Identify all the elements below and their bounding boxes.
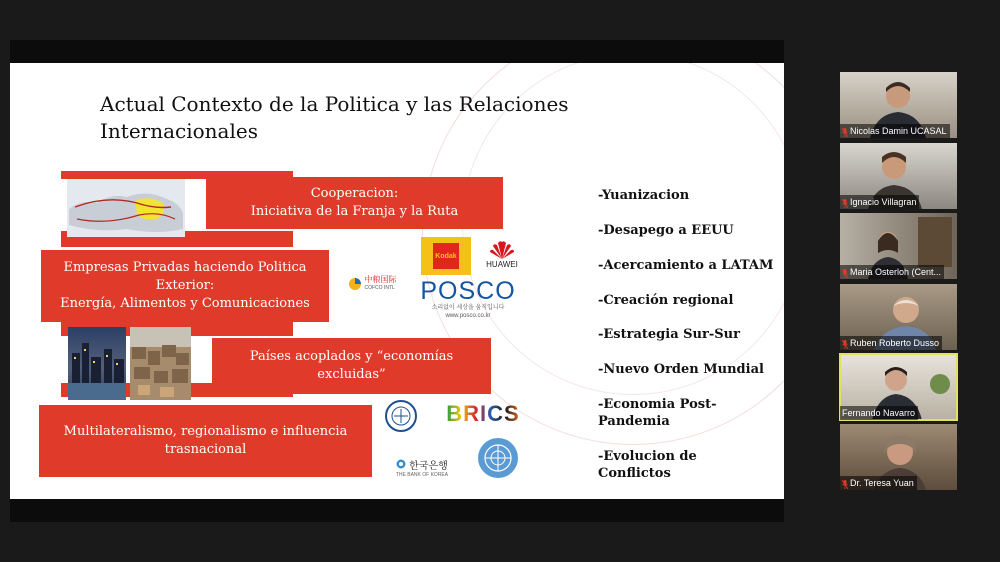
bullet-item: -Acercamiento a LATAM [598, 258, 774, 273]
box-text: Energía, Alimentos y Comunicaciones [60, 296, 310, 311]
box-text: Exterior: [155, 278, 215, 293]
box-text: Empresas Privadas haciendo Politica [63, 260, 307, 275]
participant-name-label [840, 195, 919, 209]
bank-of-korea-name: 한국은행 [409, 460, 448, 472]
un-emblem-icon [475, 436, 521, 482]
imf-logo [384, 399, 418, 433]
bullet-item: -Estrategia Sur-Sur [598, 327, 740, 342]
box-text: trasnacional [164, 442, 247, 457]
participant-name-label [840, 336, 942, 350]
multilateralismo-box [39, 405, 372, 477]
muted-mic-icon [842, 339, 848, 348]
participant-name: Ruben Roberto Dusso [850, 338, 940, 348]
presentation-slide [10, 63, 784, 499]
slide-title-line: Internacionales [100, 119, 258, 143]
huawei-logo [482, 235, 522, 273]
box-text: Iniciativa de la Franja y la Ruta [250, 204, 459, 219]
kodak-label: Kodak [433, 243, 459, 269]
box-text: Países acoplados y “economías [249, 349, 454, 364]
posco-label: POSCO [420, 277, 516, 305]
brics-label: BRICS [446, 401, 520, 426]
participant-video-tile[interactable] [840, 424, 957, 490]
slide-title [100, 91, 620, 145]
brics-logo [444, 399, 522, 429]
muted-mic-icon [842, 479, 848, 488]
united-nations-logo [471, 436, 525, 482]
city-photo [68, 327, 126, 400]
slum-photo [130, 327, 191, 400]
muted-mic-icon [842, 198, 848, 207]
bank-of-korea-name-en: THE BANK OF KOREA [395, 471, 449, 478]
bullet-item: Pandemia [598, 414, 670, 429]
participant-name: Maria Osterloh (Cent... [850, 267, 942, 277]
paises-acoplados-box [212, 338, 491, 394]
posco-url: www.posco.co.kr [445, 313, 491, 319]
participant-video-tile-active-speaker[interactable] [840, 354, 957, 420]
box-text: Multilateralismo, regionalismo e influencia [63, 424, 348, 439]
participant-name: Fernando Navarro [842, 408, 916, 418]
bullet-item: -Evolucion de [598, 449, 697, 464]
bullet-item: Conflictos [598, 466, 671, 481]
participant-video-tile[interactable] [840, 213, 957, 279]
muted-mic-icon [842, 127, 848, 136]
participant-name: Dr. Teresa Yuan [850, 478, 914, 488]
participant-name: Ignacio Villagran [850, 197, 917, 207]
cofco-icon [348, 277, 362, 291]
participant-video-tile[interactable] [840, 143, 957, 209]
posco-logo [418, 277, 518, 321]
slide-title-line: Actual Contexto de la Politica y las Relaciones [100, 92, 569, 116]
participant-name-label [840, 124, 950, 138]
cofco-name-en: COFCO INTL [364, 285, 395, 291]
map-image [67, 179, 185, 237]
huawei-petal-icon [489, 240, 515, 260]
bullet-item: -Creación regional [598, 293, 734, 308]
cofco-name-cn: 中粮国际 [364, 275, 397, 284]
participant-video-tile[interactable] [840, 284, 957, 350]
bullet-item: -Economia Post- [598, 397, 717, 412]
box-text: Cooperacion: [310, 186, 399, 201]
bank-of-korea-logo [390, 455, 454, 479]
participant-name-label [840, 476, 917, 490]
kodak-logo [421, 237, 471, 275]
muted-mic-icon [842, 268, 848, 277]
box-text: excluidas” [317, 367, 386, 382]
imf-seal-icon [385, 400, 417, 432]
participant-name: Nicolas Damin UCASAL [850, 126, 947, 136]
participant-name-label [840, 406, 918, 420]
posco-tagline: 소리없이 세상을 움직입니다 [431, 305, 505, 311]
cooperacion-box [206, 177, 503, 229]
huawei-label: HUAWEI [486, 259, 518, 269]
empresas-privadas-box [41, 250, 329, 322]
participant-name-label [840, 265, 944, 279]
bank-of-korea-icon [396, 459, 406, 469]
bullet-item: -Desapego a EEUU [598, 223, 734, 238]
bullet-item: -Nuevo Orden Mundial [598, 362, 764, 377]
participant-video-tile[interactable] [840, 72, 957, 138]
cofco-logo [343, 273, 401, 295]
bullet-item: -Yuanizacion [598, 188, 690, 203]
